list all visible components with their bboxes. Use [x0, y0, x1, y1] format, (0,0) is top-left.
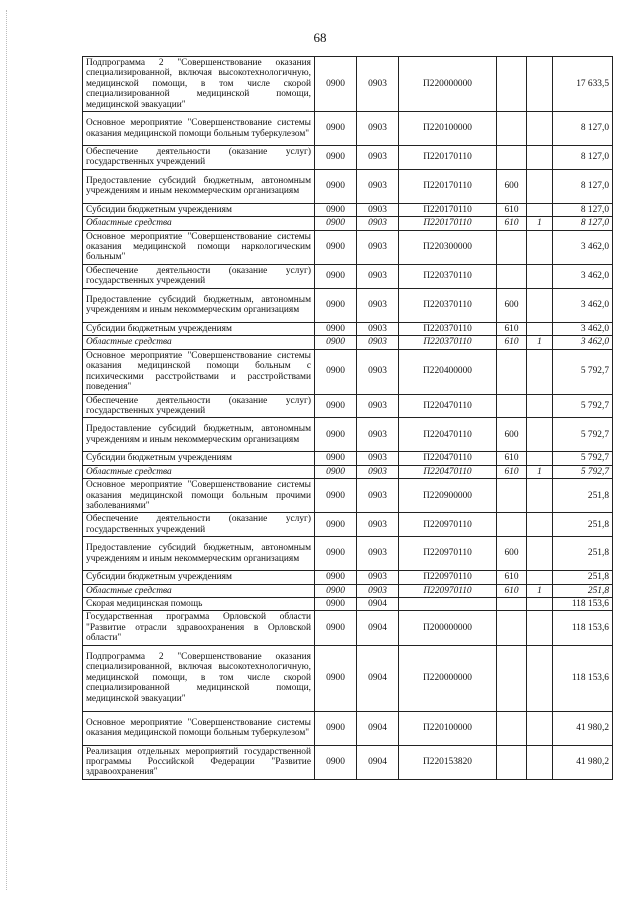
row-description: Областные средства [83, 336, 315, 349]
row-description: Основное мероприятие "Совершенствование системы оказания медицинской помощи больным прочими заболеваниями" [83, 479, 315, 513]
table-row [83, 597, 613, 610]
subsection-code: 0904 [357, 645, 399, 711]
subsection-code: 0903 [357, 584, 399, 597]
amount: 8 127,0 [553, 146, 613, 170]
expense-type-code [497, 146, 527, 170]
funding-source-code [527, 418, 553, 452]
section-code: 0900 [315, 465, 357, 478]
funding-source-code [527, 203, 553, 216]
row-description: Областные средства [83, 465, 315, 478]
table-row [83, 322, 613, 335]
subsection-code: 0903 [357, 146, 399, 170]
section-code: 0900 [315, 112, 357, 146]
table-row [83, 288, 613, 322]
expense-type-code: 610 [497, 336, 527, 349]
section-code: 0900 [315, 711, 357, 745]
amount: 5 792,7 [553, 394, 613, 418]
target-article-code: П220470110 [399, 394, 497, 418]
expense-type-code [497, 349, 527, 394]
expense-type-code [497, 57, 527, 112]
table-row [83, 264, 613, 288]
funding-source-code [527, 169, 553, 203]
table-row [83, 203, 613, 216]
section-code: 0900 [315, 288, 357, 322]
subsection-code: 0904 [357, 597, 399, 610]
row-description: Предоставление субсидий бюджетным, автономным учреждениям и иным некоммерческим организациям [83, 288, 315, 322]
funding-source-code [527, 57, 553, 112]
funding-source-code [527, 322, 553, 335]
amount: 8 127,0 [553, 112, 613, 146]
amount: 3 462,0 [553, 322, 613, 335]
row-description: Основное мероприятие "Совершенствование системы оказания медицинской помощи больным туберкулезом" [83, 112, 315, 146]
section-code: 0900 [315, 645, 357, 711]
target-article-code: П220370110 [399, 336, 497, 349]
table-row [83, 711, 613, 745]
expense-type-code: 610 [497, 465, 527, 478]
target-article-code: П220170110 [399, 146, 497, 170]
row-description: Обеспечение деятельности (оказание услуг) государственных учреждений [83, 146, 315, 170]
row-description: Скорая медицинская помощь [83, 597, 315, 610]
target-article-code: П220170110 [399, 169, 497, 203]
target-article-code: П220153820 [399, 745, 497, 779]
funding-source-code [527, 230, 553, 264]
budget-table [82, 56, 613, 780]
amount: 8 127,0 [553, 217, 613, 230]
page-edge-marks [6, 10, 9, 890]
funding-source-code [527, 537, 553, 571]
row-description: Подпрограмма 2 "Совершенствование оказания специализированной, включая высокотехнологичную, медицинской помощи, в том числе скорой специализированной медицинской помощи, медицинской эвакуации" [83, 645, 315, 711]
subsection-code: 0904 [357, 611, 399, 645]
section-code: 0900 [315, 513, 357, 537]
funding-source-code [527, 479, 553, 513]
subsection-code: 0903 [357, 230, 399, 264]
row-description: Областные средства [83, 217, 315, 230]
amount: 41 980,2 [553, 745, 613, 779]
amount: 5 792,7 [553, 452, 613, 465]
target-article-code: П220000000 [399, 57, 497, 112]
table-row [83, 394, 613, 418]
amount: 251,8 [553, 537, 613, 571]
table-row [83, 336, 613, 349]
target-article-code: П220170110 [399, 217, 497, 230]
funding-source-code: 1 [527, 465, 553, 478]
amount: 118 153,6 [553, 597, 613, 610]
subsection-code: 0903 [357, 57, 399, 112]
row-description: Предоставление субсидий бюджетным, автономным учреждениям и иным некоммерческим организациям [83, 169, 315, 203]
expense-type-code [497, 597, 527, 610]
table-row [83, 571, 613, 584]
amount: 17 633,5 [553, 57, 613, 112]
funding-source-code [527, 349, 553, 394]
target-article-code: П220370110 [399, 264, 497, 288]
row-description: Субсидии бюджетным учреждениям [83, 203, 315, 216]
amount: 251,8 [553, 513, 613, 537]
table-row [83, 645, 613, 711]
subsection-code: 0903 [357, 336, 399, 349]
table-row [83, 230, 613, 264]
subsection-code: 0903 [357, 322, 399, 335]
target-article-code: П220400000 [399, 349, 497, 394]
target-article-code: П220370110 [399, 288, 497, 322]
table-row [83, 169, 613, 203]
table-row [83, 513, 613, 537]
amount: 118 153,6 [553, 645, 613, 711]
section-code: 0900 [315, 169, 357, 203]
section-code: 0900 [315, 349, 357, 394]
expense-type-code [497, 711, 527, 745]
table-row [83, 611, 613, 645]
amount: 5 792,7 [553, 465, 613, 478]
funding-source-code [527, 597, 553, 610]
amount: 5 792,7 [553, 349, 613, 394]
row-description: Субсидии бюджетным учреждениям [83, 322, 315, 335]
table-row [83, 452, 613, 465]
row-description: Предоставление субсидий бюджетным, автономным учреждениям и иным некоммерческим организациям [83, 418, 315, 452]
target-article-code: П220300000 [399, 230, 497, 264]
section-code: 0900 [315, 264, 357, 288]
target-article-code: П220970110 [399, 571, 497, 584]
table-row [83, 479, 613, 513]
section-code: 0900 [315, 452, 357, 465]
section-code: 0900 [315, 57, 357, 112]
row-description: Основное мероприятие "Совершенствование системы оказания медицинской помощи наркологическим больным" [83, 230, 315, 264]
amount: 251,8 [553, 479, 613, 513]
target-article-code: П220170110 [399, 203, 497, 216]
expense-type-code: 610 [497, 452, 527, 465]
section-code: 0900 [315, 418, 357, 452]
target-article-code: П220970110 [399, 537, 497, 571]
table-row [83, 112, 613, 146]
amount: 3 462,0 [553, 230, 613, 264]
expense-type-code: 610 [497, 322, 527, 335]
subsection-code: 0904 [357, 711, 399, 745]
section-code: 0900 [315, 146, 357, 170]
table-row [83, 584, 613, 597]
table-row [83, 146, 613, 170]
expense-type-code [497, 264, 527, 288]
target-article-code: П220100000 [399, 112, 497, 146]
funding-source-code: 1 [527, 336, 553, 349]
expense-type-code: 600 [497, 288, 527, 322]
row-description: Основное мероприятие "Совершенствование системы оказания медицинской помощи больным с психическими расстройствами и расстройствами поведения" [83, 349, 315, 394]
target-article-code: П200000000 [399, 611, 497, 645]
funding-source-code [527, 146, 553, 170]
subsection-code: 0903 [357, 452, 399, 465]
subsection-code: 0903 [357, 264, 399, 288]
subsection-code: 0903 [357, 394, 399, 418]
section-code: 0900 [315, 537, 357, 571]
subsection-code: 0903 [357, 169, 399, 203]
row-description: Предоставление субсидий бюджетным, автономным учреждениям и иным некоммерческим организациям [83, 537, 315, 571]
amount: 8 127,0 [553, 203, 613, 216]
target-article-code: П220900000 [399, 479, 497, 513]
row-description: Обеспечение деятельности (оказание услуг) государственных учреждений [83, 394, 315, 418]
row-description: Субсидии бюджетным учреждениям [83, 452, 315, 465]
amount: 251,8 [553, 571, 613, 584]
amount: 41 980,2 [553, 711, 613, 745]
row-description: Субсидии бюджетным учреждениям [83, 571, 315, 584]
amount: 5 792,7 [553, 418, 613, 452]
row-description: Государственная программа Орловской области "Развитие отрасли здравоохранения в Орловской области" [83, 611, 315, 645]
section-code: 0900 [315, 571, 357, 584]
funding-source-code [527, 452, 553, 465]
target-article-code [399, 597, 497, 610]
subsection-code: 0904 [357, 745, 399, 779]
amount: 8 127,0 [553, 169, 613, 203]
funding-source-code [527, 513, 553, 537]
subsection-code: 0903 [357, 418, 399, 452]
subsection-code: 0903 [357, 537, 399, 571]
target-article-code: П220470110 [399, 452, 497, 465]
row-description: Областные средства [83, 584, 315, 597]
target-article-code: П220970110 [399, 584, 497, 597]
funding-source-code [527, 611, 553, 645]
expense-type-code [497, 112, 527, 146]
expense-type-code [497, 230, 527, 264]
expense-type-code: 610 [497, 571, 527, 584]
funding-source-code [527, 711, 553, 745]
expense-type-code: 610 [497, 584, 527, 597]
subsection-code: 0903 [357, 349, 399, 394]
table-row [83, 537, 613, 571]
subsection-code: 0903 [357, 217, 399, 230]
section-code: 0900 [315, 322, 357, 335]
table-row [83, 349, 613, 394]
row-description: Реализация отдельных мероприятий государственной программы Российской Федерации "Развитие здравоохранения" [83, 745, 315, 779]
page-number: 68 [313, 30, 327, 45]
subsection-code: 0903 [357, 571, 399, 584]
expense-type-code [497, 479, 527, 513]
target-article-code: П220970110 [399, 513, 497, 537]
expense-type-code: 610 [497, 217, 527, 230]
subsection-code: 0903 [357, 479, 399, 513]
expense-type-code: 600 [497, 418, 527, 452]
target-article-code: П220000000 [399, 645, 497, 711]
subsection-code: 0903 [357, 465, 399, 478]
subsection-code: 0903 [357, 203, 399, 216]
section-code: 0900 [315, 597, 357, 610]
amount: 3 462,0 [553, 336, 613, 349]
section-code: 0900 [315, 745, 357, 779]
row-description: Обеспечение деятельности (оказание услуг) государственных учреждений [83, 264, 315, 288]
expense-type-code: 610 [497, 203, 527, 216]
subsection-code: 0903 [357, 112, 399, 146]
section-code: 0900 [315, 217, 357, 230]
table-row [83, 217, 613, 230]
table-row [83, 465, 613, 478]
section-code: 0900 [315, 584, 357, 597]
funding-source-code [527, 745, 553, 779]
section-code: 0900 [315, 394, 357, 418]
table-row [83, 57, 613, 112]
section-code: 0900 [315, 203, 357, 216]
expense-type-code [497, 394, 527, 418]
table-row [83, 745, 613, 779]
amount: 251,8 [553, 584, 613, 597]
expense-type-code [497, 513, 527, 537]
funding-source-code [527, 112, 553, 146]
funding-source-code: 1 [527, 584, 553, 597]
target-article-code: П220100000 [399, 711, 497, 745]
section-code: 0900 [315, 611, 357, 645]
target-article-code: П220470110 [399, 465, 497, 478]
funding-source-code [527, 394, 553, 418]
funding-source-code [527, 645, 553, 711]
expense-type-code [497, 611, 527, 645]
section-code: 0900 [315, 479, 357, 513]
funding-source-code [527, 264, 553, 288]
expense-type-code [497, 745, 527, 779]
expense-type-code: 600 [497, 537, 527, 571]
target-article-code: П220470110 [399, 418, 497, 452]
subsection-code: 0903 [357, 513, 399, 537]
target-article-code: П220370110 [399, 322, 497, 335]
row-description: Подпрограмма 2 "Совершенствование оказания специализированной, включая высокотехнологичную, медицинской помощи, в том числе скорой специализированной медицинской помощи, медицинской эвакуации" [83, 57, 315, 112]
amount: 3 462,0 [553, 264, 613, 288]
funding-source-code [527, 288, 553, 322]
row-description: Обеспечение деятельности (оказание услуг) государственных учреждений [83, 513, 315, 537]
table-row [83, 418, 613, 452]
section-code: 0900 [315, 230, 357, 264]
expense-type-code: 600 [497, 169, 527, 203]
section-code: 0900 [315, 336, 357, 349]
row-description: Основное мероприятие "Совершенствование системы оказания медицинской помощи больным туберкулезом" [83, 711, 315, 745]
amount: 118 153,6 [553, 611, 613, 645]
funding-source-code [527, 571, 553, 584]
expense-type-code [497, 645, 527, 711]
amount: 3 462,0 [553, 288, 613, 322]
subsection-code: 0903 [357, 288, 399, 322]
funding-source-code: 1 [527, 217, 553, 230]
